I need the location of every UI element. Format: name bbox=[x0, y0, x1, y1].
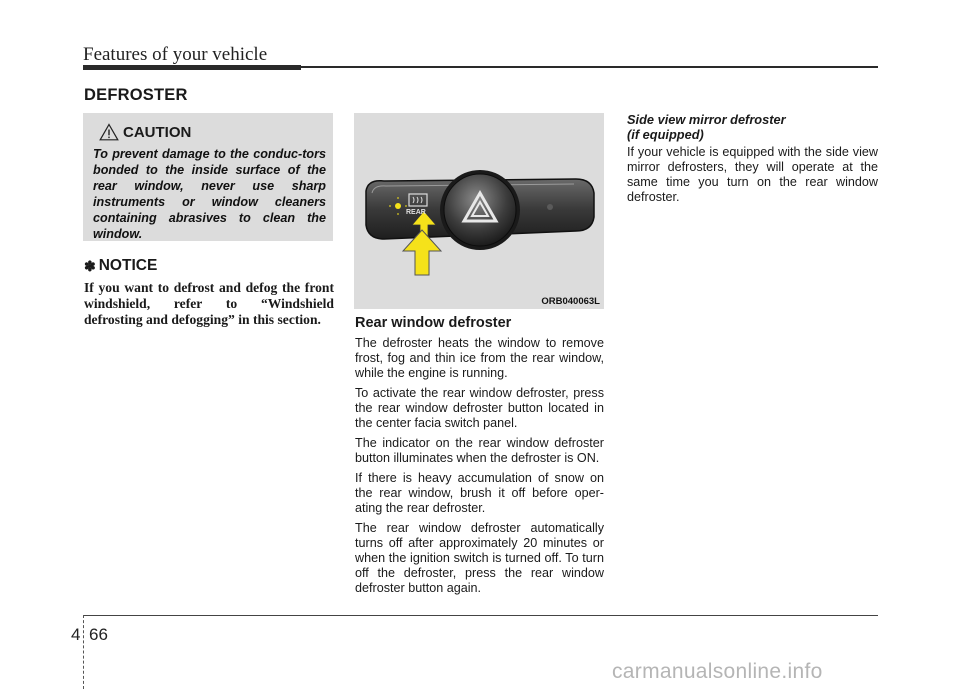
footer-divider bbox=[83, 615, 84, 689]
mirror-defroster-heading bbox=[627, 112, 878, 142]
mirror-defroster-heading-line2: (if equipped) bbox=[627, 127, 704, 142]
rear-defroster-paragraph: The indicator on the rear window defroster button illuminates when the defroster is ON. bbox=[355, 436, 604, 465]
warning-triangle-icon bbox=[99, 123, 119, 141]
section-title: DEFROSTER bbox=[84, 86, 188, 104]
switch-panel-illustration bbox=[354, 113, 604, 309]
rear-defroster-paragraph: If there is heavy accumulation of snow on the rear window, brush it off before oper-ating the rear defroster. bbox=[355, 471, 604, 515]
rear-defroster-paragraph: The defroster heats the window to remove frost, fog and thin ice from the rear window, while the engine is running. bbox=[355, 336, 604, 380]
header-rule-accent bbox=[83, 65, 301, 70]
chapter-number: 4 bbox=[71, 625, 81, 644]
notice-symbol: ✽ bbox=[84, 257, 96, 274]
defroster-switch-figure bbox=[354, 113, 604, 309]
figure-code: ORB040063L bbox=[541, 296, 600, 307]
caution-header bbox=[99, 121, 326, 143]
rear-defroster-paragraph: The rear window defroster automatically turns off after approximately 20 minutes or when the ignition switch is turned off. To turn off the defroster, press the rear window defroster button again. bbox=[355, 521, 604, 595]
caution-title: CAUTION bbox=[123, 123, 192, 141]
mirror-defroster-text: If your vehicle is equipped with the side view mirror defrosters, they will operate at the same time you turn on the rear window defroster. bbox=[627, 145, 878, 204]
rear-button-label: REAR bbox=[406, 209, 426, 216]
notice-title: NOTICE bbox=[98, 257, 158, 274]
notice-heading bbox=[84, 257, 157, 275]
rear-defroster-paragraph: To activate the rear window defroster, press the rear window defroster button located in the center facia switch panel. bbox=[355, 386, 604, 430]
caution-text: To prevent damage to the conduc-tors bonded to the inside surface of the rear window, never use sharp instruments or window cleaners containing abrasives to clean the window. bbox=[93, 147, 326, 241]
notice-text: If you want to defrost and defog the front windshield, refer to “Windshield defrosting and defogging” in this section. bbox=[84, 280, 334, 327]
rear-defroster-heading: Rear window defroster bbox=[355, 315, 512, 331]
page-header-title: Features of your vehicle bbox=[83, 44, 268, 65]
page-number: 66 bbox=[89, 625, 108, 644]
watermark-text: carmanualsonline.info bbox=[612, 660, 823, 683]
caution-box bbox=[83, 113, 333, 241]
rear-defroster-body bbox=[355, 336, 604, 601]
mirror-defroster-heading-line1: Side view mirror defroster bbox=[627, 112, 786, 127]
footer-rule bbox=[83, 615, 878, 616]
